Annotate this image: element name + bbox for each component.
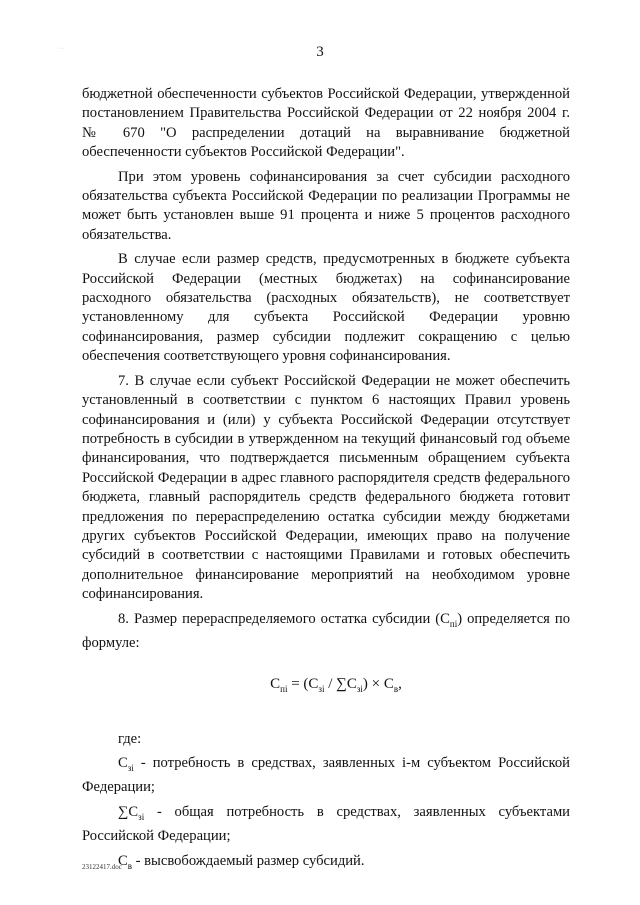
def1-symbol: С (118, 755, 128, 772)
formula-end: , (398, 676, 402, 693)
definition-c-v (82, 852, 570, 876)
margin-mark: · · (58, 46, 64, 52)
formula-c2-sub: зi (318, 684, 325, 695)
def3-symbol: С (118, 852, 128, 869)
formula-c1-sub: пi (280, 684, 288, 695)
formula (82, 675, 570, 699)
footer-filename: 23122417.doc (82, 863, 122, 871)
def2-symbol: ∑С (118, 803, 139, 820)
paragraph-reduction: В случае если размер средств, предусмотренных в бюджете субъекта Российской Федерации (местных бюджетах) на софинансирование расходного обязательства (расходных обязательств), не соответствует установленному для субъекта Российской Федерации уровню софинансирования, размер субсидии подлежит сокращению с целью обеспечения соответствующего уровня софинансирования. (82, 251, 570, 365)
paragraph-item-7: 7. В случае если субъект Российской Федерации не может обеспечить установленный в соответствии с пунктом 6 настоящих Правил уровень софинансирования и (или) у субъекта Российской Федерации отсутствует потребность в субсидии в утвержденном на текущий финансовый год объеме финансирования, что подтверждается письменным обращением субъекта Российской Федерации в адрес главного распорядителя средств федерального бюджета, главный распорядитель средств федерального бюджета готовит предложения по перераспределению остатка субсидии между бюджетами других субъектов Российской Федерации, имеющих право на получение субсидий в соответствии с настоящими Правилами и готовых обеспечить дополнительное финансирование мероприятий на необходимом уровне софинансирования. (82, 372, 570, 603)
definition-sum-c-zi (82, 803, 570, 847)
where-label: где: (118, 730, 142, 747)
def3-text: - высвобождаемый размер субсидий. (131, 852, 365, 869)
formula-c1: С (270, 676, 281, 693)
formula-mid3: ) × С (362, 676, 394, 693)
formula-c3-sub: зi (356, 684, 363, 695)
item-8-text-start: 8. Размер перераспределяемого остатка субсидии (С (118, 610, 450, 627)
paragraph-item-8 (82, 610, 570, 654)
def2-text: - общая потребность в средствах, заявленных субъектами Российской Федерации; (82, 803, 570, 845)
def1-text: - потребность в средствах, заявленных i-м субъектом Российской Федерации; (82, 755, 570, 796)
formula-c4-sub: в (393, 684, 399, 695)
document-body (82, 85, 570, 881)
item-8-subscript: пi (449, 618, 458, 629)
def3-subscript: в (127, 860, 132, 871)
page-number: 3 (316, 44, 324, 60)
item-8-text-end: ) определяется по формуле: (82, 610, 570, 651)
formula-mid2: / ∑С (324, 676, 357, 693)
paragraph-continuation: бюджетной обеспеченности субъектов Российской Федерации, утвержденной постановлением Правительства Российской Федерации от 22 ноября 2004 г. № 670 "О распределении дотаций на выравнивание бюджетной обеспеченности субъектов Российской Федерации". (82, 86, 570, 161)
def1-subscript: зi (127, 763, 134, 773)
def2-subscript: зi (138, 811, 145, 822)
paragraph-cofinancing-level: При этом уровень софинансирования за счет субсидии расходного обязательства субъекта Российской Федерации по реализации Программы не может быть установлен выше 91 процента и ниже 5 процентов расходного обязательства. (82, 168, 570, 243)
formula-mid1: = (С (287, 676, 319, 693)
definition-c-zi (82, 754, 570, 798)
